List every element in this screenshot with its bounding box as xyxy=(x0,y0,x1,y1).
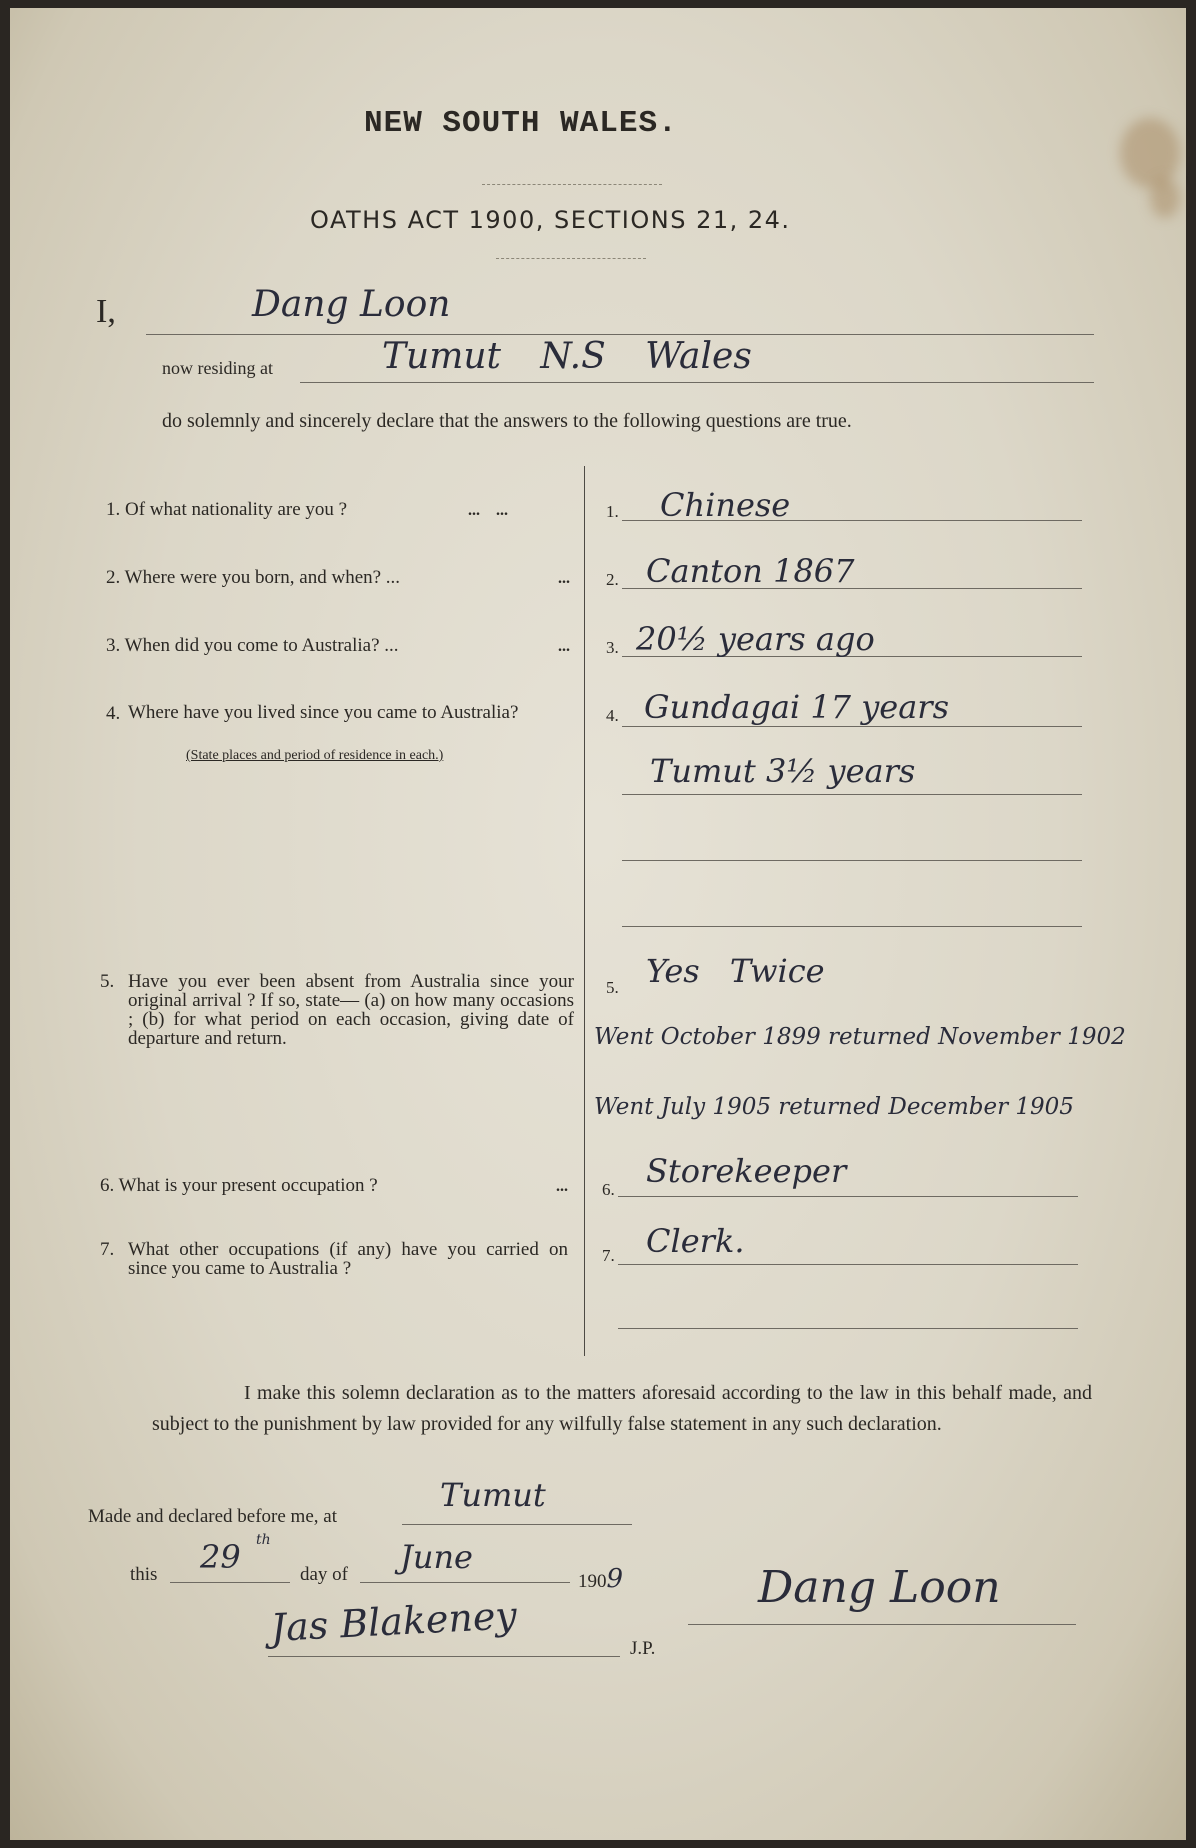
year xyxy=(578,1564,623,1594)
declaration-form xyxy=(10,8,1186,1840)
this-label: this xyxy=(130,1564,158,1585)
divider xyxy=(482,184,662,185)
place-line xyxy=(402,1524,632,1525)
form-act-title: OATHS ACT 1900, SECTIONS 21, 24. xyxy=(310,206,791,234)
answer-number: 5. xyxy=(606,978,619,997)
leader-dots: ... xyxy=(556,1178,568,1195)
year-prefix: 190 xyxy=(578,1571,607,1592)
paper-stain xyxy=(1150,178,1180,218)
question-text: Have you ever been absent from Australia since your original arrival ? If so, state— (a) on how many occasions ; (b) for what period on each occasion, giving date of departure and return. xyxy=(128,971,574,1049)
question-number: 7. xyxy=(100,1239,115,1260)
question-text: Where were you born, and when? ... xyxy=(124,567,401,588)
leader-dots: ... ... xyxy=(468,502,508,519)
answer-line xyxy=(622,860,1082,861)
question-5 xyxy=(100,972,580,1048)
answer-7: Clerk. xyxy=(646,1222,745,1260)
question-text: What is your present occupation ? xyxy=(118,1175,378,1196)
question-4-note: (State places and period of residence in each.) xyxy=(186,748,444,763)
question-number: 1. xyxy=(106,499,121,520)
answer-number: 1. xyxy=(606,502,619,521)
answer-number: 6. xyxy=(602,1180,615,1199)
answer-number: 3. xyxy=(606,638,619,657)
question-text: What other occupations (if any) have you carried on since you came to Australia ? xyxy=(128,1239,568,1279)
answer-5-line-3: Went July 1905 returned December 1905 xyxy=(594,1094,1074,1120)
place: Tumut xyxy=(440,1476,546,1514)
question-number: 4. xyxy=(106,703,121,724)
month-line xyxy=(360,1582,570,1583)
declaration-text: do solemnly and sincerely declare that the answers to the following questions are true. xyxy=(162,410,852,432)
declarant-signature-line xyxy=(688,1624,1076,1625)
form-state-title: NEW SOUTH WALES. xyxy=(364,106,678,141)
answer-number: 2. xyxy=(606,570,619,589)
answer-line xyxy=(618,1264,1078,1265)
question-number: 5. xyxy=(100,971,115,992)
solemn-declaration-text: I make this solemn declaration as to the matters aforesaid according to the law in this behalf made, and subject to the punishment by law provided for any wilfully false statement in any such declaration. xyxy=(152,1382,1092,1435)
answer-6: Storekeeper xyxy=(646,1152,847,1190)
name-line xyxy=(146,334,1094,335)
answer-number: 7. xyxy=(602,1246,615,1265)
day-of-label: day of xyxy=(300,1564,349,1585)
residence: Tumut N.S Wales xyxy=(382,336,752,377)
jp-signature-line xyxy=(268,1656,620,1657)
answer-line xyxy=(622,726,1082,727)
question-text: Where have you lived since you came to Australia? xyxy=(128,702,519,723)
residing-label: now residing at xyxy=(162,358,273,378)
answer-5-line-1: Yes Twice xyxy=(646,952,825,990)
question-6 xyxy=(100,1176,500,1195)
jp-label: J.P. xyxy=(630,1638,656,1659)
column-divider xyxy=(584,466,585,1356)
made-declared-label: Made and declared before me, at xyxy=(88,1506,337,1527)
question-1 xyxy=(106,500,466,519)
question-number: 6. xyxy=(100,1175,115,1196)
question-number: 2. xyxy=(106,567,121,588)
question-3 xyxy=(106,636,506,655)
answer-line xyxy=(618,1328,1078,1329)
answer-line xyxy=(618,1196,1078,1197)
question-text: When did you come to Australia? ... xyxy=(124,635,399,656)
divider xyxy=(496,258,646,259)
answer-line xyxy=(622,794,1082,795)
jp-signature: Jas Blakeney xyxy=(269,1593,518,1650)
day: 29 xyxy=(200,1538,241,1576)
declarant-prefix: I, xyxy=(96,293,116,330)
declarant-signature: Dang Loon xyxy=(758,1562,1001,1613)
month: June xyxy=(400,1538,473,1576)
question-7 xyxy=(100,1240,580,1278)
leader-dots: ... xyxy=(558,570,570,587)
residence-line xyxy=(300,382,1094,383)
question-4 xyxy=(106,704,586,723)
day-line xyxy=(170,1582,290,1583)
answer-4-line-1: Gundagai 17 years xyxy=(644,688,950,726)
leader-dots: ... xyxy=(558,638,570,655)
answer-1: Chinese xyxy=(660,486,791,524)
answer-3: 20½ years ago xyxy=(636,620,875,658)
answer-2: Canton 1867 xyxy=(646,552,855,590)
answer-number: 4. xyxy=(606,706,619,725)
answer-5-line-2: Went October 1899 returned November 1902 xyxy=(594,1024,1126,1050)
day-suffix: th xyxy=(256,1532,271,1548)
paper-stain xyxy=(1120,118,1180,188)
answer-4-line-2: Tumut 3½ years xyxy=(650,752,916,790)
question-text: Of what nationality are you ? xyxy=(125,499,348,520)
answer-line xyxy=(622,926,1082,927)
question-number: 3. xyxy=(106,635,121,656)
declarant-name: Dang Loon xyxy=(252,284,451,325)
question-2 xyxy=(106,568,506,587)
year-suffix: 9 xyxy=(606,1564,624,1594)
